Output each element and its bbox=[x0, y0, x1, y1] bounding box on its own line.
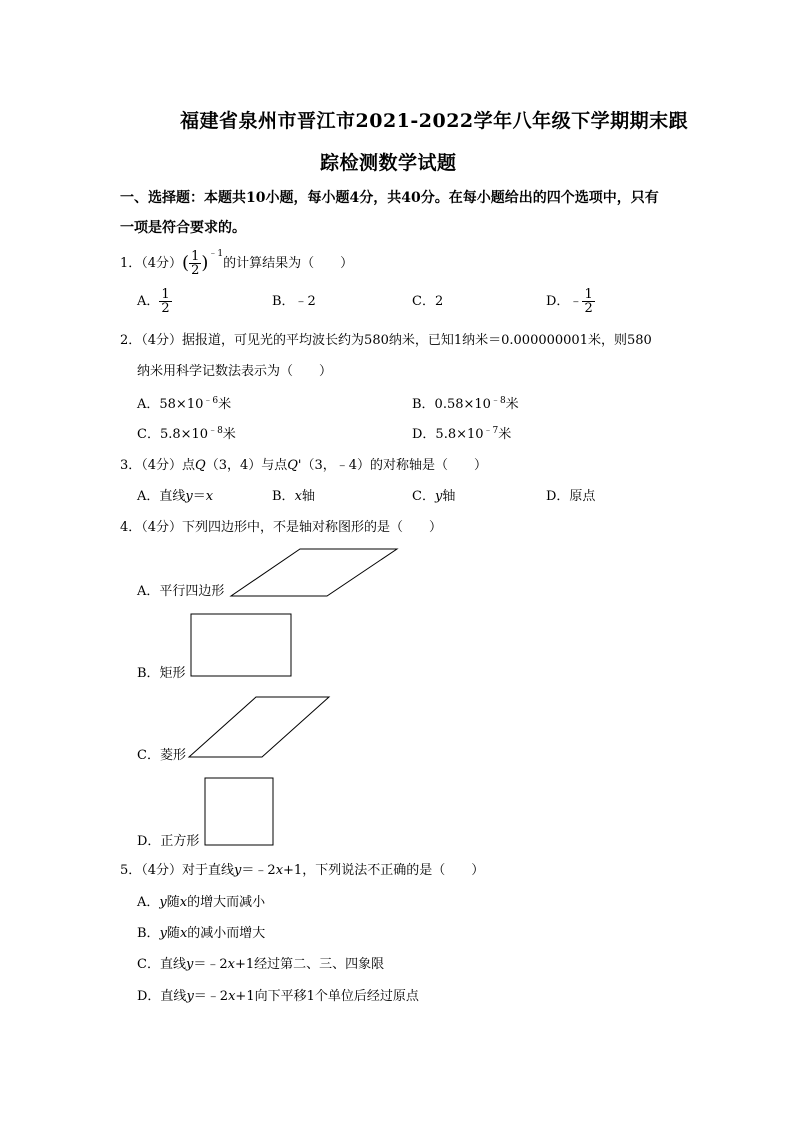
q1-option-d: D．﹣ $\frac{1}{2}$ bbox=[546, 287, 593, 316]
q4-option-a: A．平行四边形 bbox=[137, 584, 225, 599]
question-1-stem: 1．（4分）( $\frac{1}{2}$ )$^{﹣1}$的计算结果为（ ） bbox=[120, 249, 354, 278]
question-4-stem: 4．（4分）下列四边形中，不是轴对称图形的是（ ） bbox=[120, 520, 443, 535]
q4-option-b: B．矩形 bbox=[137, 666, 186, 681]
question-2-stem-line-1: 2．（4分）据报道，可见光的平均波长约为580纳米，已知1纳米＝0.000000001米，则580 bbox=[120, 333, 652, 348]
rectangle-figure bbox=[190, 613, 294, 679]
q5-option-d: D．直线y＝﹣2x+1向下平移1个单位后经过原点 bbox=[137, 989, 419, 1004]
q2-option-d: D．$5.8\times 10^{﹣7}$米 bbox=[412, 426, 512, 442]
q1-option-a-fraction: $\frac{1}{2}$ bbox=[161, 287, 170, 316]
q5-option-a: A．y随x的增大而减小 bbox=[137, 895, 266, 910]
q3-option-d: D．原点 bbox=[546, 489, 596, 504]
q1-option-a: A． $\frac{1}{2}$ bbox=[137, 287, 170, 316]
question-5-stem: 5．（4分）对于直线y＝﹣2x+1，下列说法不正确的是（ ） bbox=[120, 863, 485, 878]
section-heading-line-1: 一、选择题：本题共10小题，每小题4分，共40分。在每小题给出的四个选项中，只有 bbox=[120, 190, 659, 206]
rhombus-figure bbox=[188, 696, 332, 760]
q1-exponent: ﹣1 bbox=[208, 249, 224, 259]
q1-option-c: C．2 bbox=[412, 294, 444, 309]
question-2-stem-line-2: 纳米用科学记数法表示为（ ） bbox=[137, 364, 333, 379]
q1-prefix: 1．（4分） bbox=[120, 256, 183, 271]
question-3-stem: 3．（4分）点Q（3，4）与点Q'（3，﹣4）的对称轴是（ ） bbox=[120, 458, 488, 473]
square-figure bbox=[204, 777, 276, 847]
q5-option-c: C．直线y＝﹣2x+1经过第二、三、四象限 bbox=[137, 957, 385, 972]
q1-option-b: B．﹣2 bbox=[272, 294, 316, 309]
q4-option-d: D．正方形 bbox=[137, 834, 200, 849]
title-line-1: 福建省泉州市晋江市2021-2022学年八年级下学期期末跟 bbox=[180, 110, 689, 132]
parallelogram-figure bbox=[230, 548, 400, 598]
q1-fraction: $\frac{1}{2}$ bbox=[191, 249, 200, 278]
title-line-2: 踪检测数学试题 bbox=[320, 152, 457, 174]
q2-option-b: B．$0.58\times 10^{﹣8}$米 bbox=[412, 396, 519, 412]
q2-option-a: A．$58\times 10^{﹣6}$米 bbox=[137, 396, 232, 412]
q4-option-c: C．菱形 bbox=[137, 748, 186, 763]
section-heading-line-2: 一项是符合要求的。 bbox=[120, 220, 246, 236]
q3-option-b: B．x轴 bbox=[272, 489, 315, 504]
q3-option-c: C．y轴 bbox=[412, 489, 456, 504]
q3-option-a: A．直线y＝x bbox=[137, 489, 214, 504]
q1-suffix: 的计算结果为（ ） bbox=[223, 256, 354, 271]
q1-option-d-fraction: $\frac{1}{2}$ bbox=[584, 287, 593, 316]
q5-option-b: B．y随x的减小而增大 bbox=[137, 926, 266, 941]
q2-option-c: C．$5.8\times 10^{﹣8}$米 bbox=[137, 426, 236, 442]
